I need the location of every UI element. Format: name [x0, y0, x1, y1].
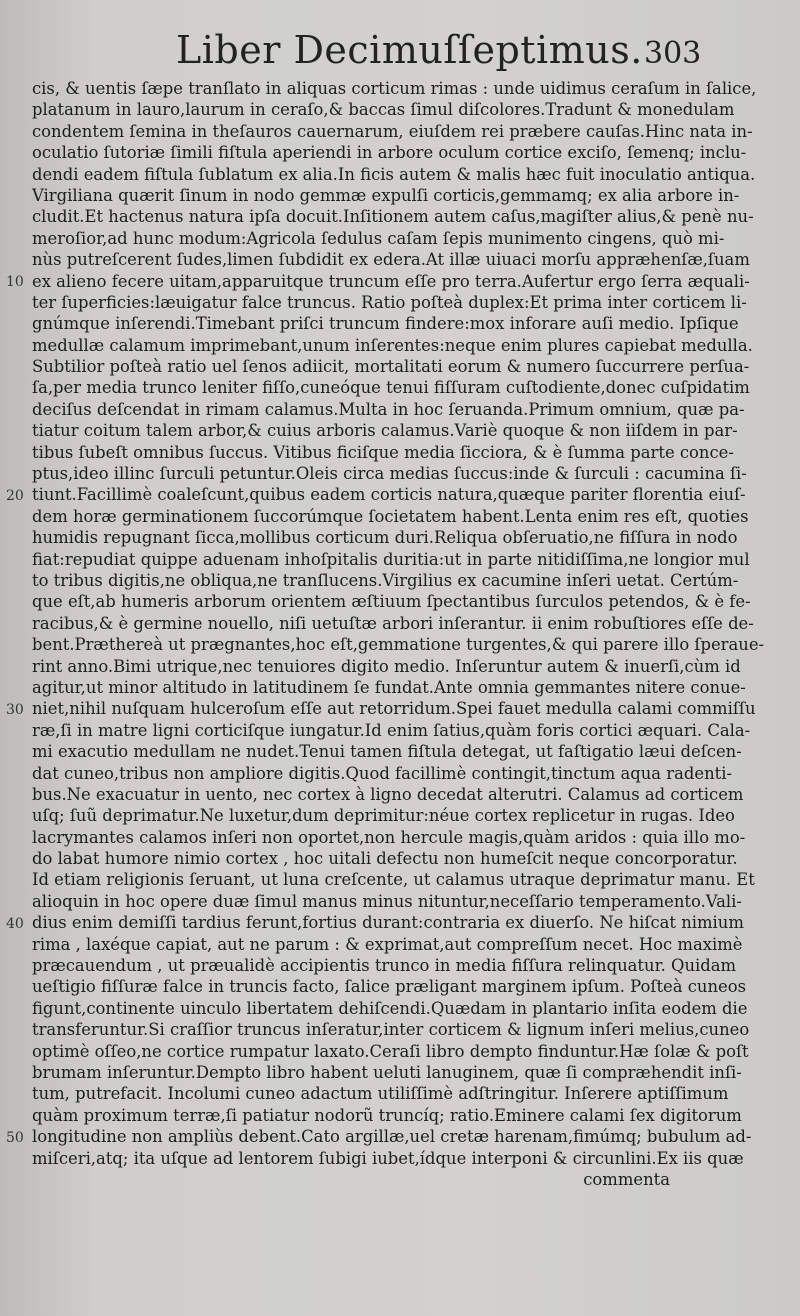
text-line: platanum in lauro,laurum in ceraſo,& baccas ſimul diſcolores.Tradunt & monedulam: [32, 100, 735, 120]
text-line: dat cuneo,tribus non ampliore digitis.Quod facillimè contingit,tinctum aqua radenti-: [32, 763, 732, 783]
text-line: que eſt,ab humeris arborum orientem æſtiuum ſpectantibus ſurculos petendos, & è fe-: [32, 592, 751, 612]
margin-line-number: 20: [6, 487, 24, 504]
text-line: bus.Ne exacuatur in uento, nec cortex à ligno decedat alterutri. Calamus ad corticem: [32, 784, 744, 804]
text-line: dem horæ germinationem ſuccorúmque ſocietatem habent.Lenta enim res eſt, quoties: [32, 506, 749, 526]
text-line: rima , laxéque capiat, aut ne parum : & exprimat,aut compreſſum necet. Hoc maximè: [32, 934, 743, 954]
text-line: longitudine non ampliùs debent.Cato argillæ,uel cretæ harenam,fimúmq; bubulum ad-: [32, 1127, 752, 1147]
text-line: lacrymantes calamos inſeri non oportet,non hercule magis,quàm aridos : quia illo mo-: [32, 827, 746, 847]
text-line: condentem ſemina in theſauros cauernarum, eiuſdem rei præbere cauſas.Hinc nata in-: [32, 121, 753, 141]
page-number: 303: [644, 36, 702, 71]
text-line: tum, putrefacit. Incolumi cuneo adactum utiliſſimè adſtringitur. Inſerere aptiſſimum: [32, 1084, 729, 1104]
page-header: [0, 28, 800, 80]
running-title: Liber Decimuſſeptimus.: [176, 28, 643, 72]
text-line: tiunt.Facillimè coaleſcunt,quibus eadem corticis natura,quæque pariter florentia eiuſ-: [32, 485, 746, 505]
text-line: figunt,continente uinculo libertatem dehiſcendi.Quædam in plantario inſita eodem die: [32, 998, 748, 1018]
text-line: deciſus deſcendat in rimam calamus.Multa in hoc ſeruanda.Primum omnium, quæ pa-: [32, 399, 745, 419]
text-line: do labat humore nimio cortex , hoc uitali defectu non humeſcit neque concorporatur.: [32, 849, 738, 869]
text-line: brumam inſeruntur.Dempto libro habent ueluti lanuginem, quæ ſi compræhendit inſi-: [32, 1062, 742, 1082]
text-line: nùs putreſcerent ſudes,limen ſubdidit ex edera.At illæ uiuaci morſu appræhenſæ,ſuam: [32, 250, 750, 270]
margin-line-number: 50: [6, 1129, 24, 1146]
text-line: ræ,ſi in matre ligni corticiſque iungatur.Id enim ſatius,quàm foris cortici æquari. Cala-: [32, 720, 751, 740]
text-line: rint anno.Bimi utrique,nec tenuiores digito medio. Inſeruntur autem & inuerſi,cùm id: [32, 656, 741, 676]
text-line: dendi eadem fiſtula ſublatum ex alia.In ficis autem & malis hæc fuit inoculatio antiqua.: [32, 164, 756, 184]
text-line: oculatio ſutoriæ ſimili fiſtula aperiendi in arbore oculum cortice exciſo, ſemenq; inclu-: [32, 143, 747, 163]
text-line: tiatur coitum talem arbor,& cuius arboris calamus.Variè quoque & non iiſdem in par-: [32, 421, 738, 441]
text-line: mi exacutio medullam ne nudet.Tenui tamen fiſtula detegat, ut faſtigatio læui deſcen-: [32, 742, 742, 762]
text-line: Id etiam religionis ſeruant, ut luna creſcente, ut calamus utraque deprimatur manu. Et: [32, 870, 755, 890]
text-line: ter ſuperficies:læuigatur falce truncus. Ratio poſteà duplex:Et prima inter corticem li-: [32, 292, 747, 312]
text-line: transferuntur.Si craſſior truncus inſeratur,inter corticem & lignum inſeri melius,cuneo: [32, 1020, 750, 1040]
text-line: Virgiliana quærit ſinum in nodo gemmæ expulſi corticis,gemmamq; ex alia arbore in-: [32, 185, 740, 205]
text-line: miſceri,atq; ita uſque ad lentorem ſubigi iubet,ídque interponi & circunlini.Ex iis quæ: [32, 1148, 744, 1168]
text-line: ptus,ideo illinc ſurculi petuntur.Oleis circa medias ſuccus:inde & ſurculi : cacumina ſi-: [32, 464, 747, 484]
text-line: niet,nihil nuſquam hulceroſum eſſe aut retorridum.Spei fauet medulla calami commiſſu: [32, 699, 756, 719]
text-line: racibus,& è germine nouello, niſi uetuſtæ arbori inſerantur. ii enim robuſtiores eſſe de-: [32, 613, 754, 633]
body-text: [32, 78, 765, 1190]
text-line: quàm proximum terræ,ſi patiatur nodorũ truncíq; ratio.Eminere calami ſex digitorum: [32, 1105, 742, 1125]
text-line: fiat:repudiat quippe aduenam inhoſpitalis duritia:ut in parte nitidiſſima,ne longior mul: [32, 549, 750, 569]
text-line: ex alieno fecere uitam,apparuitque truncum eſſe pro terra.Aufertur ergo ſerra æquali-: [32, 271, 750, 291]
text-line: to tribus digitis,ne obliqua,ne tranſlucens.Virgilius ex cacumine inſeri uetat. Certúm-: [32, 570, 739, 590]
margin-line-number: 30: [6, 701, 24, 718]
text-line: cis, & uentis ſæpe tranſlato in aliquas corticum rimas : unde uidimus ceraſum in ſalice,: [32, 79, 757, 98]
text-line: bent.Præthereà ut prægnantes,hoc eſt,gemmatione turgentes,& qui parere illo ſperaue-: [32, 635, 765, 655]
text-line: agitur,ut minor altitudo in latitudinem ſe fundat.Ante omnia gemmantes nitere conue-: [32, 677, 746, 697]
margin-line-number: 40: [6, 915, 24, 932]
text-line: cludit.Et hactenus natura ipſa docuit.Inſitionem autem caſus,magiſter alius,& penè nu-: [32, 207, 754, 227]
text-line: dius enim demiſſi tardius ferunt,fortius durant:contraria ex diuerſo. Ne hiſcat nimium: [32, 913, 744, 933]
text-line: uſq; ſuũ deprimatur.Ne luxetur,dum deprimitur:néue cortex replicetur in rugas. Ideo: [32, 806, 735, 826]
text-line: commenta: [583, 1169, 670, 1189]
text-line: meroſior,ad hunc modum:Agricola ſedulus caſam ſepis munimento cingens, quò mi-: [32, 228, 725, 248]
text-line: optimè oſſeo,ne cortice rumpatur laxato.Ceraſi libro dempto finduntur.Hæ ſolæ & poſt: [32, 1041, 749, 1061]
text-line: ueſtigio fiſſuræ falce in truncis facto, ſalice præligant marginem ipſum. Poſteà cuneos: [32, 977, 746, 997]
margin-line-number: 10: [6, 273, 24, 290]
text-line: gnúmque inſerendi.Timebant priſci truncum findere:mox inforare auſi medio. Ipſique: [32, 314, 739, 334]
text-line: humidis repugnant ſicca,mollibus corticum duri.Reliqua obſeruatio,ne fiſſura in nodo: [32, 528, 738, 548]
text-line: alioquin in hoc opere duæ ſimul manus minus nituntur,neceſſario temperamento.Vali-: [32, 891, 742, 911]
text-line: ſa,per media trunco leniter fiſſo,cuneóque tenui fiſſuram cuſtodiente,donec cuſpidatim: [32, 378, 750, 398]
text-line: medullæ calamum imprimebant,unum inſerentes:neque enim plures capiebat medulla.: [32, 335, 753, 355]
text-line: Subtilior poſteà ratio uel ſenos adiicit, mortalitati eorum & numero ſuccurrere perſua-: [32, 357, 750, 377]
text-line: præcauendum , ut præualidè accipientis trunco in media fiſſura relinquatur. Quidam: [32, 956, 737, 976]
text-line: tibus ſubeſt omnibus ſuccus. Vitibus ficiſque media ſicciora, & è ſumma parte conce-: [32, 442, 734, 462]
